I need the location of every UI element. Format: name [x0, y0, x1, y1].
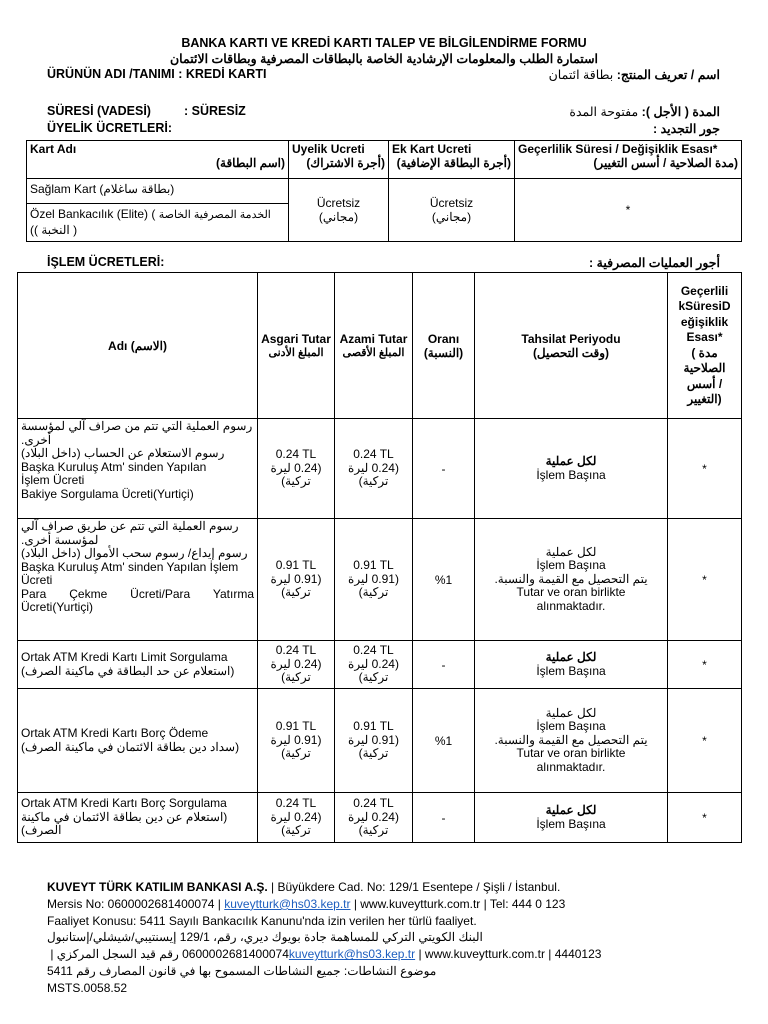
header-rate: Oranı (النسبة)	[413, 273, 475, 419]
membership-fee-value: Ücretsiz (مجاني)	[289, 179, 389, 242]
transaction-fees-table	[17, 272, 742, 843]
row-name: Ortak ATM Kredi Kartı Limit Sorgulama (استعلام عن حد البطاقة في ماكينة الصرف)	[18, 641, 258, 689]
footer-line-arabic-address: البنك الكويتي التركي للمساهمة جادة بويوك ديري، رقم، 129/1 إيسنتيبي/شيشلي/إستانبول	[47, 930, 483, 945]
row-rate: -	[413, 419, 475, 519]
row-max: 0.24 TL (0.24 ليرة تركية)	[335, 419, 413, 519]
row-rate: %1	[413, 519, 475, 641]
validity-value: *	[515, 179, 742, 242]
row-name: Ortak ATM Kredi Kartı Borç Sorgulama (استعلام عن دين بطاقة الائتمان في ماكينة الصرف)	[18, 793, 258, 843]
row-period: لكل عملية İşlem Başına	[475, 641, 668, 689]
table-row	[18, 689, 742, 793]
table-row	[18, 519, 742, 641]
membership-fees-label-arabic: جور التجديد :	[652, 122, 720, 136]
row-validity: *	[668, 793, 742, 843]
header-validity-change: Geçerlili kSüresiD eğişiklik Esası* مدة ) الصلاحية / أسس (التغيير	[668, 273, 742, 419]
duration-value: : SÜRESİZ	[184, 104, 246, 118]
table-row	[18, 641, 742, 689]
header-max-amount: Azami Tutar المبلغ الأقصى	[335, 273, 413, 419]
row-validity: *	[668, 641, 742, 689]
row-min: 0.24 TL (0.24 ليرة تركية)	[258, 793, 335, 843]
transaction-fees-label-arabic: أجور العمليات المصرفية :	[589, 256, 720, 270]
transaction-fees-label: İŞLEM ÜCRETLERİ:	[47, 255, 165, 269]
row-period: لكل عملية İşlem Başına	[475, 793, 668, 843]
footer-email-link-arabic[interactable]: kuveytturk@hs03.kep.tr	[288, 947, 416, 962]
footer-line-mersis: Mersis No: 0600002681400074 | kuveytturk@hs03.kep.tr | www.kuveytturk.com.tr | Tel: 444 0 123	[47, 896, 566, 911]
row-name: Ortak ATM Kredi Kartı Borç Ödeme (سداد دين بطاقة الائتمان في ماكينة الصرف)	[18, 689, 258, 793]
footer-line-activity: Faaliyet Konusu: 5411 Sayılı Bankacılık Kanunu'nda izin verilen her türlü faaliyet.	[47, 913, 477, 928]
row-max: 0.24 TL (0.24 ليرة تركية)	[335, 793, 413, 843]
footer-document-code: MSTS.0058.52	[47, 980, 128, 995]
card-name-elite: Özel Bankacılık (Elite) ( الخدمة المصرفية الخاصة (( النخبة )	[30, 207, 271, 237]
row-period: لكل عملية İşlem Başına يتم التحصيل مع القيمة والنسبة. Tutar ve oran birlikte alınmaktadır.	[475, 689, 668, 793]
extra-card-fee-value: Ücretsiz (مجاني)	[389, 179, 515, 242]
header-collection-period: Tahsilat Periyodu (وقت التحصيل)	[475, 273, 668, 419]
header-card-name: Kart Adı (اسم البطاقة)	[27, 141, 289, 179]
row-period: لكل عملية İşlem Başına يتم التحصيل مع القيمة والنسبة. Tutar ve oran birlikte alınmaktadır.	[475, 519, 668, 641]
row-max: 0.91 TL (0.91 ليرة تركية)	[335, 519, 413, 641]
card-names-cell	[27, 179, 289, 242]
membership-fees-table	[26, 140, 742, 242]
form-title-arabic: استمارة الطلب والمعلومات الإرشادية الخاصة بالبطاقات المصرفية وبطاقات الائتمان	[169, 52, 599, 66]
duration-arabic: المدة ( الأجل ): مفتوحة المدة	[569, 105, 720, 119]
footer-email-link[interactable]: kuveytturk@hs03.kep.tr	[224, 896, 351, 911]
row-min: 0.91 TL (0.91 ليرة تركية)	[258, 689, 335, 793]
row-name: رسوم العملية التي تتم عن طريق صراف آلي لمؤسسة أخرى. رسوم إيداع/ رسوم سحب الأموال (داخل البلاد) Başka Kuruluş Atm' sinden Yapılan İşlem Ücreti Para Çekme Ücreti/Para Yatırma Ücreti(Yurtiçi)	[18, 519, 258, 641]
card-name-saglam: Sağlam Kart (بطاقة ساغلام)	[27, 179, 288, 204]
product-label-arabic: اسم / تعريف المنتج: بطاقة ائتمان	[548, 68, 720, 82]
header-name: Adı (الاسم)	[18, 273, 258, 419]
row-min: 0.91 TL (0.91 ليرة تركية)	[258, 519, 335, 641]
header-validity: Geçerlilik Süresi / Değişiklik Esası* (مدة الصلاحية / أسس التغيير)	[515, 141, 742, 179]
row-validity: *	[668, 689, 742, 793]
row-rate: -	[413, 793, 475, 843]
form-title: BANKA KARTI VE KREDİ KARTI TALEP VE BİLGİLENDİRME FORMU	[181, 36, 587, 50]
row-max: 0.24 TL (0.24 ليرة تركية)	[335, 641, 413, 689]
table-row	[18, 419, 742, 519]
row-min: 0.24 TL (0.24 ليرة تركية)	[258, 419, 335, 519]
footer-line-arabic-activity: موضوع النشاطات: جميع النشاطات المسموح بها في قانون المصارف رقم 5411	[47, 963, 437, 978]
duration-label: SÜRESİ (VADESİ)	[47, 104, 151, 118]
table-row	[18, 793, 742, 843]
row-period: لكل عملية İşlem Başına	[475, 419, 668, 519]
footer	[47, 879, 747, 997]
header-extra-card-fee: Ek Kart Ucreti (أجرة البطاقة الإضافية)	[389, 141, 515, 179]
row-min: 0.24 TL (0.24 ليرة تركية)	[258, 641, 335, 689]
header-min-amount: Asgari Tutar المبلغ الأدنى	[258, 273, 335, 419]
row-name: رسوم العملية التي تتم من صراف آلي لمؤسسة أخرى. رسوم الاستعلام عن الحساب (داخل البلاد) Başka Kuruluş Atm' sinden Yapılan İşlem Ücreti Bakiye Sorgulama Ücreti(Yurtiçi)	[18, 419, 258, 519]
product-label: ÜRÜNÜN ADI /TANIMI : KREDİ KARTI	[47, 67, 267, 81]
row-max: 0.91 TL (0.91 ليرة تركية)	[335, 689, 413, 793]
footer-line-company: KUVEYT TÜRK KATILIM BANKASI A.Ş. | Büyükdere Cad. No: 129/1 Esentepe / Şişli / İstanbul.	[47, 880, 561, 894]
header-membership-fee: Uyelik Ucreti (أجرة الاشتراك)	[289, 141, 389, 179]
row-rate: %1	[413, 689, 475, 793]
row-validity: *	[668, 519, 742, 641]
membership-fees-label: ÜYELİK ÜCRETLERİ:	[47, 121, 172, 135]
row-rate: -	[413, 641, 475, 689]
footer-line-arabic-registry: 0600002681400074 رقم قيد السجل المركزي | kuveytturk@hs03.kep.tr | www.kuveytturk.com.tr | 4440123	[47, 947, 602, 962]
row-validity: *	[668, 419, 742, 519]
